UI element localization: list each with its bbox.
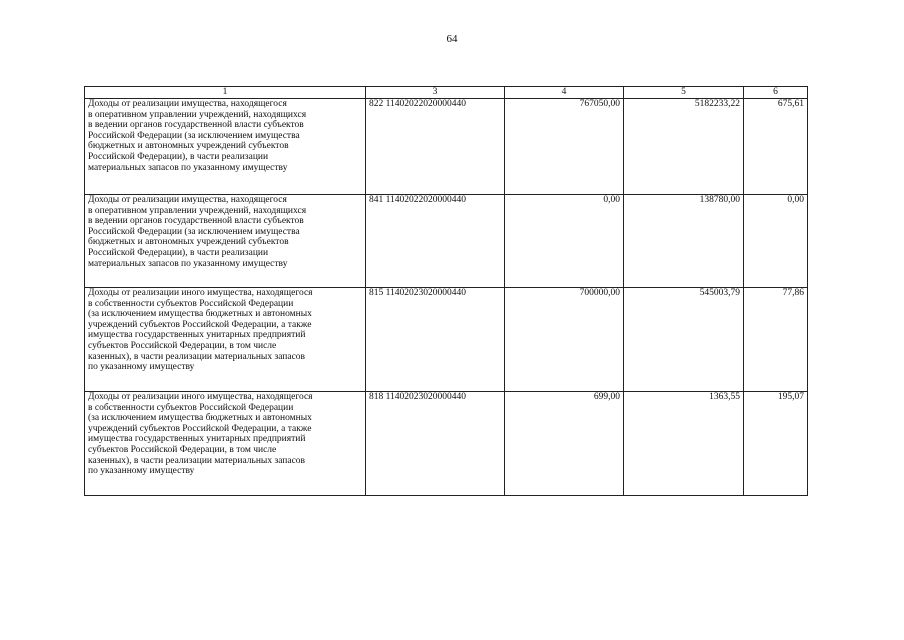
row-col6-value: 675,61 [744, 99, 808, 195]
row-col6-value: 0,00 [744, 195, 808, 288]
row-description: Доходы от реализации иного имущества, находящегося в собственности субъектов Российской Федерации (за исключением имущества бюджетных и автономных учреждений субъектов Российской Федерации, а также имущества государственных унитарных предприятий субъектов Российской Федерации, в том числе казенных), в части реализации материальных запасов по указанному имуществу [85, 288, 366, 392]
header-col-3: 3 [366, 87, 505, 99]
row-description: Доходы от реализации иного имущества, находящегося в собственности субъектов Российской Федерации (за исключением имущества бюджетных и автономных учреждений субъектов Российской Федерации, а также имущества государственных унитарных предприятий субъектов Российской Федерации, в том числе казенных), в части реализации материальных запасов по указанному имуществу [85, 392, 366, 496]
row-col6-value: 77,86 [744, 288, 808, 392]
row-description: Доходы от реализации имущества, находящегося в оперативном управлении учреждений, находящихся в ведении органов государственной власти субъектов Российской Федерации (за исключением имущества бюджетных и автономных учреждений субъектов Российской Федерации), в части реализации материальных запасов по указанному имуществу [85, 195, 366, 288]
page-number: 64 [446, 33, 458, 45]
row-col4-value: 767050,00 [505, 99, 624, 195]
row-col5-value: 1363,55 [624, 392, 744, 496]
header-col-4: 4 [505, 87, 624, 99]
row-col4-value: 700000,00 [505, 288, 624, 392]
row-code: 822 11402022020000440 [366, 99, 505, 195]
row-code: 841 11402022020000440 [366, 195, 505, 288]
table-header-row [85, 87, 808, 99]
row-code: 815 11402023020000440 [366, 288, 505, 392]
table-row [85, 195, 808, 288]
row-col5-value: 138780,00 [624, 195, 744, 288]
row-code: 818 11402023020000440 [366, 392, 505, 496]
row-col6-value: 195,07 [744, 392, 808, 496]
table-row [85, 392, 808, 496]
row-col5-value: 5182233,22 [624, 99, 744, 195]
row-col4-value: 0,00 [505, 195, 624, 288]
header-col-5: 5 [624, 87, 744, 99]
row-col4-value: 699,00 [505, 392, 624, 496]
row-col5-value: 545003,79 [624, 288, 744, 392]
table-row [85, 99, 808, 195]
revenue-table [84, 86, 808, 496]
header-col-6: 6 [744, 87, 808, 99]
header-col-1: 1 [85, 87, 366, 99]
row-description: Доходы от реализации имущества, находящегося в оперативном управлении учреждений, находящихся в ведении органов государственной власти субъектов Российской Федерации (за исключением имущества бюджетных и автономных учреждений субъектов Российской Федерации), в части реализации материальных запасов по указанному имуществу [85, 99, 366, 195]
table-row [85, 288, 808, 392]
